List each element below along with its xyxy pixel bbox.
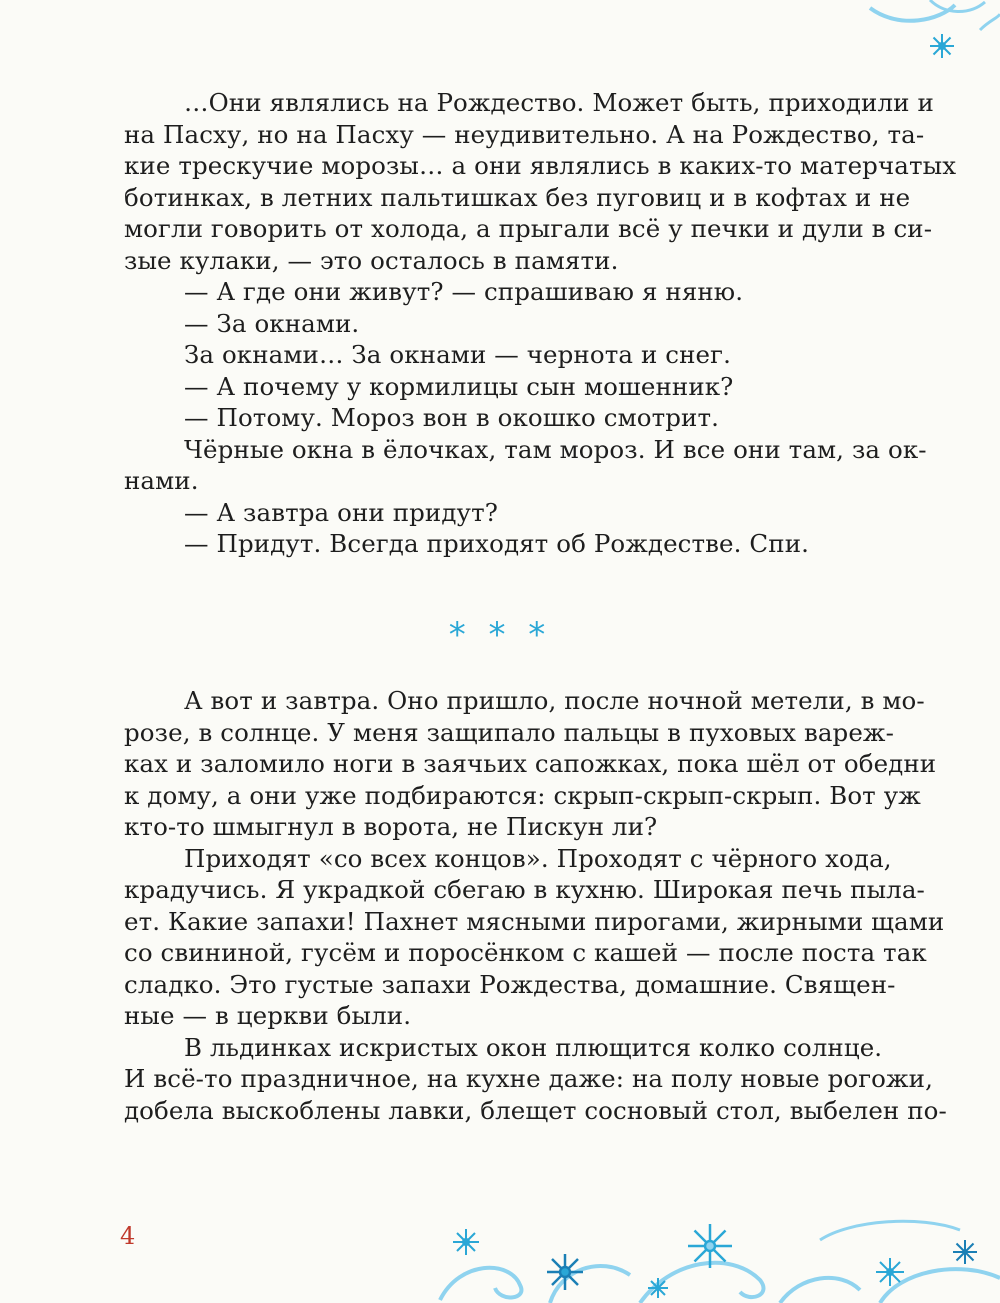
text-line: нами. [124,466,199,495]
text-line: Приходят «со всех концов». Проходят с чёрного хода, [184,843,892,873]
text-line: — Потому. Мороз вон в окошко смотрит. [184,403,719,432]
text-line: добела выскоблены лавки, блещет сосновый стол, выбелен по- [124,1095,947,1125]
text-line: — А почему у кормилицы сын мошенник? [184,371,734,401]
bottom-ornament [400,1200,1000,1303]
page-number: 4 [120,1222,136,1250]
text-line: …Они являлись на Рождество. Может быть, приходили и [184,88,934,117]
text-line: сладко. Это густые запахи Рождества, домашние. Священ- [124,969,896,999]
snowflake-icon [930,34,954,58]
text-line: кие трескучие морозы… а они являлись в каких-то матерчатых [124,151,957,180]
text-line: За окнами… За окнами — чернота и снег. [184,340,731,369]
corner-ornament-top [860,0,1000,80]
snowflake-icon [876,1258,904,1286]
text-line: В льдинках искристых окон плющится колко солнце. [184,1032,883,1062]
text-section-2 [124,685,947,1126]
text-line: ные — в церкви были. [124,1001,412,1030]
text-line: — Придут. Всегда приходят об Рождестве. Спи. [184,529,810,558]
text-section-1 [124,87,957,560]
snowflake-icon [547,1254,583,1290]
snowflake-icon [688,1224,732,1268]
text-line: А вот и завтра. Оно пришло, после ночной метели, в мо- [184,686,925,715]
text-line: — За окнами. [184,308,360,338]
text-line: на Пасху, но на Пасху — неудивительно. А на Рождество, та- [124,119,925,149]
text-line: крадучись. Я украдкой сбегаю в кухню. Широкая печь пыла- [124,875,925,904]
text-line: могли говорить от холода, а прыгали всё у печки и дули в си- [124,214,933,243]
section-separator: * * * [448,615,552,655]
text-line: к дому, а они уже подбираются: скрып-скрып-скрып. Вот уж [124,780,921,810]
snowflake-icon [953,1240,977,1264]
snowflake-icon [453,1229,479,1255]
text-line: ках и заломило ноги в заячьих сапожках, пока шёл от обедни [124,749,937,778]
text-line: со свининой, гусём и поросёнком с кашей — после поста так [124,938,927,967]
text-line: кто-то шмыгнул в ворота, не Пискун ли? [124,812,658,841]
text-line: И всё-то праздничное, на кухне даже: на полу новые рогожи, [124,1064,933,1093]
text-line: ботинках, в летних пальтишках без пуговиц и в кофтах и не [124,182,911,212]
text-line: — А где они живут? — спрашиваю я няню. [184,277,744,306]
text-line: Чёрные окна в ёлочках, там мороз. И все они там, за ок- [184,434,927,464]
text-line: — А завтра они придут? [184,497,498,527]
text-line: зые кулаки, — это осталось в памяти. [124,245,619,275]
text-line: ет. Какие запахи! Пахнет мясными пирогами, жирными щами [124,906,945,936]
snowflake-icon [648,1278,668,1298]
text-line: розе, в солнце. У меня защипало пальцы в пуховых вареж- [124,717,894,747]
